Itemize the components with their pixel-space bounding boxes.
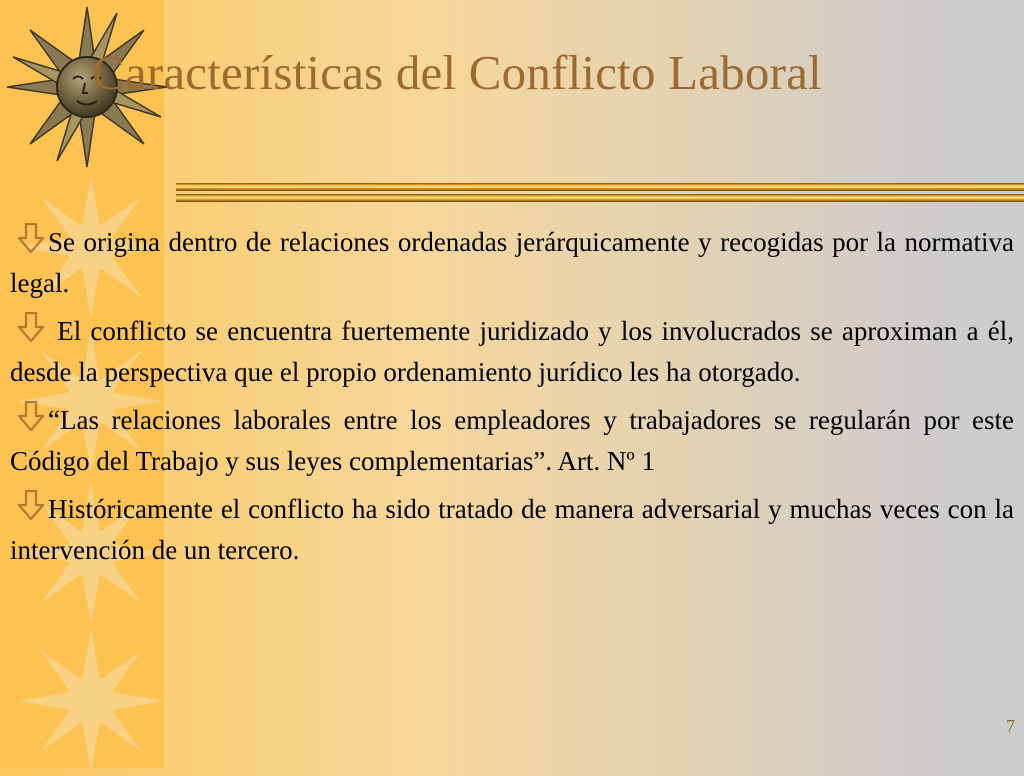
bullet-paragraph-3 <box>10 400 1014 482</box>
bullet-paragraph-2 <box>10 311 1021 393</box>
page-number: 7 <box>1006 716 1015 736</box>
down-arrow-icon <box>14 223 48 253</box>
slide-title: Características del Conflicto Laboral <box>92 45 822 100</box>
bullet-text: Se origina dentro de relaciones ordenadas jerárquicamente y recogidas por la normativa legal. <box>10 227 1014 298</box>
bullet-text: Históricamente el conflicto ha sido tratado de manera adversarial y muchas veces con la intervención de un tercero. <box>10 494 1014 565</box>
down-arrow-icon <box>14 401 48 431</box>
bullet-text: “Las relaciones laborales entre los empleadores y trabajadores se regularán por este Código del Trabajo y sus leyes complementarias”. Art. Nº 1 <box>10 405 1014 476</box>
down-arrow-icon <box>14 490 48 520</box>
down-arrow-icon <box>14 312 48 342</box>
slide-body <box>10 222 1021 578</box>
bullet-paragraph-4 <box>10 489 1014 571</box>
title-divider <box>176 182 1024 204</box>
sun-decoration-pale <box>16 626 166 776</box>
bullet-text: El conflicto se encuentra fuertemente juridizado y los involucrados se aproximan a él, desde la perspectiva que el propio ordenamiento jurídico les ha otorgado. <box>10 316 1021 387</box>
bullet-paragraph-1 <box>10 222 1014 304</box>
